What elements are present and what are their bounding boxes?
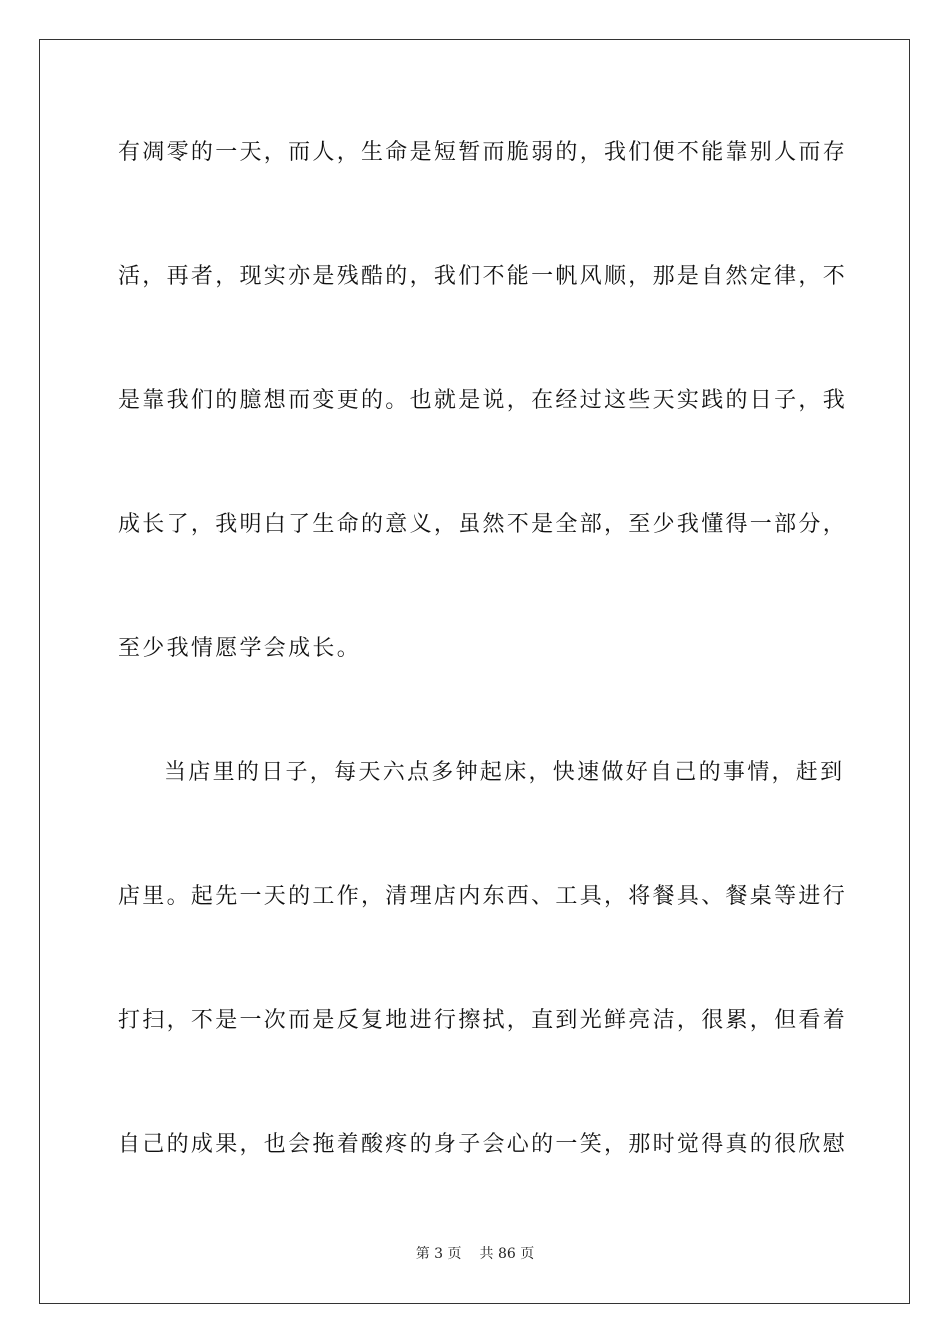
- text-line: 有凋零的一天，而人，生命是短暂而脆弱的，我们便不能靠别人而存: [118, 140, 848, 165]
- paragraph-first-line: 当店里的日子，每天六点多钟起床，快速做好自己的事情，赶到: [164, 760, 845, 785]
- text-line: 至少我情愿学会成长。: [118, 636, 362, 661]
- total-pages: 共 86 页: [479, 1246, 535, 1262]
- text-line: 成长了，我明白了生命的意义，虽然不是全部，至少我懂得一部分，: [118, 512, 848, 537]
- text-line: 店里。起先一天的工作，清理店内东西、工具，将餐具、餐桌等进行: [118, 884, 848, 909]
- page-footer: [0, 1244, 950, 1264]
- text-line: 是靠我们的臆想而变更的。也就是说，在经过这些天实践的日子，我: [118, 388, 848, 413]
- text-line: 打扫，不是一次而是反复地进行擦拭，直到光鲜亮洁，很累，但看着: [118, 1008, 848, 1033]
- page-border: [39, 39, 910, 1304]
- text-line: 自己的成果，也会拖着酸疼的身子会心的一笑，那时觉得真的很欣慰: [118, 1132, 848, 1157]
- page-number: 第 3 页: [415, 1246, 462, 1262]
- text-line: 活，再者，现实亦是残酷的，我们不能一帆风顺，那是自然定律，不: [118, 264, 848, 289]
